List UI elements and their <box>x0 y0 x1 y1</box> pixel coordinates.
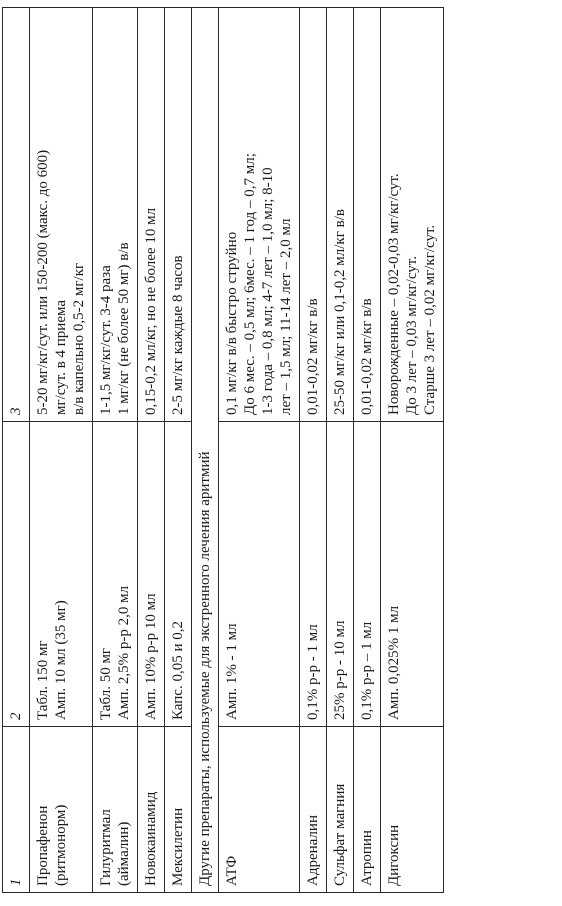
drug-name-cell: Новокаинамид <box>138 727 165 893</box>
drug-name-cell: Пропафенон (ритмонорм) <box>30 727 93 893</box>
drug-name-cell: Мексилетин <box>165 727 192 893</box>
drug-dosage-table <box>2 7 444 893</box>
column-number-3: 3 <box>3 8 30 422</box>
drug-name-cell: АТФ <box>219 727 300 893</box>
section-row <box>192 8 219 893</box>
drug-form-cell: Табл. 150 мг Амп. 10 мл (35 мг) <box>30 422 93 727</box>
table-row <box>165 8 192 893</box>
drug-dose-cell: Новорожденные – 0,02-0,03 мг/кг/сут. До 3 лет – 0,03 мг/кг/сут. Старше 3 лет – 0,02 мг/кг/сут. <box>381 8 444 422</box>
drug-dose-cell: 0,01-0,02 мг/кг в/в <box>354 8 381 422</box>
section-title: Другие препараты, используемые для экстренного лечения аритмий <box>192 8 219 893</box>
table-row <box>30 8 93 893</box>
drug-dose-cell: 25-50 мг/кг или 0,1-0,2 мл/кг в/в <box>327 8 354 422</box>
drug-form-cell: 0,1% р-р - 1 мл <box>300 422 327 727</box>
drug-name-cell: Атропин <box>354 727 381 893</box>
table-row <box>354 8 381 893</box>
drug-dose-cell: 1-1,5 мг/кг/сут. 3-4 раза 1 мг/кг (не более 50 мг) в/в <box>93 8 138 422</box>
drug-form-cell: 25% р-р - 10 мл <box>327 422 354 727</box>
drug-form-cell: Капс. 0,05 и 0,2 <box>165 422 192 727</box>
drug-dose-cell: 2-5 мг/кг каждые 8 часов <box>165 8 192 422</box>
drug-dose-cell: 5-20 мг/кг/сут. или 150-200 (макс. до 600) мг/сут. в 4 приема в/в капельно 0,5-2 мг/кг <box>30 8 93 422</box>
drug-form-cell: Амп. 0,025% 1 мл <box>381 422 444 727</box>
drug-dose-cell: 0,01-0,02 мг/кг в/в <box>300 8 327 422</box>
drug-dose-cell: 0,15-0,2 мл/кг, но не более 10 мл <box>138 8 165 422</box>
column-number-row <box>3 8 30 893</box>
drug-form-cell: 0,1% р-р – 1 мл <box>354 422 381 727</box>
drug-name-cell: Сульфат магния <box>327 727 354 893</box>
table-row <box>381 8 444 893</box>
table-row <box>327 8 354 893</box>
table-row <box>300 8 327 893</box>
table-row <box>93 8 138 893</box>
column-number-1: 1 <box>3 727 30 893</box>
drug-dose-cell: 0,1 мг/кг в/в быстро струйно До 6 мес. – 0,5 мл; 6мес. – 1 год – 0,7 мл; 1-3 года – 0,8 мл; 4-7 лет – 1,0 мл; 8-10 лет – 1,5 мл; 11-14 лет – 2,0 мл <box>219 8 300 422</box>
table-row <box>219 8 300 893</box>
drug-form-cell: Амп. 1% - 1 мл <box>219 422 300 727</box>
drug-form-cell: Амп. 10% р-р 10 мл <box>138 422 165 727</box>
drug-name-cell: Адреналин <box>300 727 327 893</box>
drug-name-cell: Дигоксин <box>381 727 444 893</box>
table-row <box>138 8 165 893</box>
drug-form-cell: Табл. 50 мг Амп. 2,5% р-р 2,0 мл <box>93 422 138 727</box>
column-number-2: 2 <box>3 422 30 727</box>
drug-name-cell: Гилуритмал (аймалин) <box>93 727 138 893</box>
rotated-table-container <box>2 8 560 893</box>
